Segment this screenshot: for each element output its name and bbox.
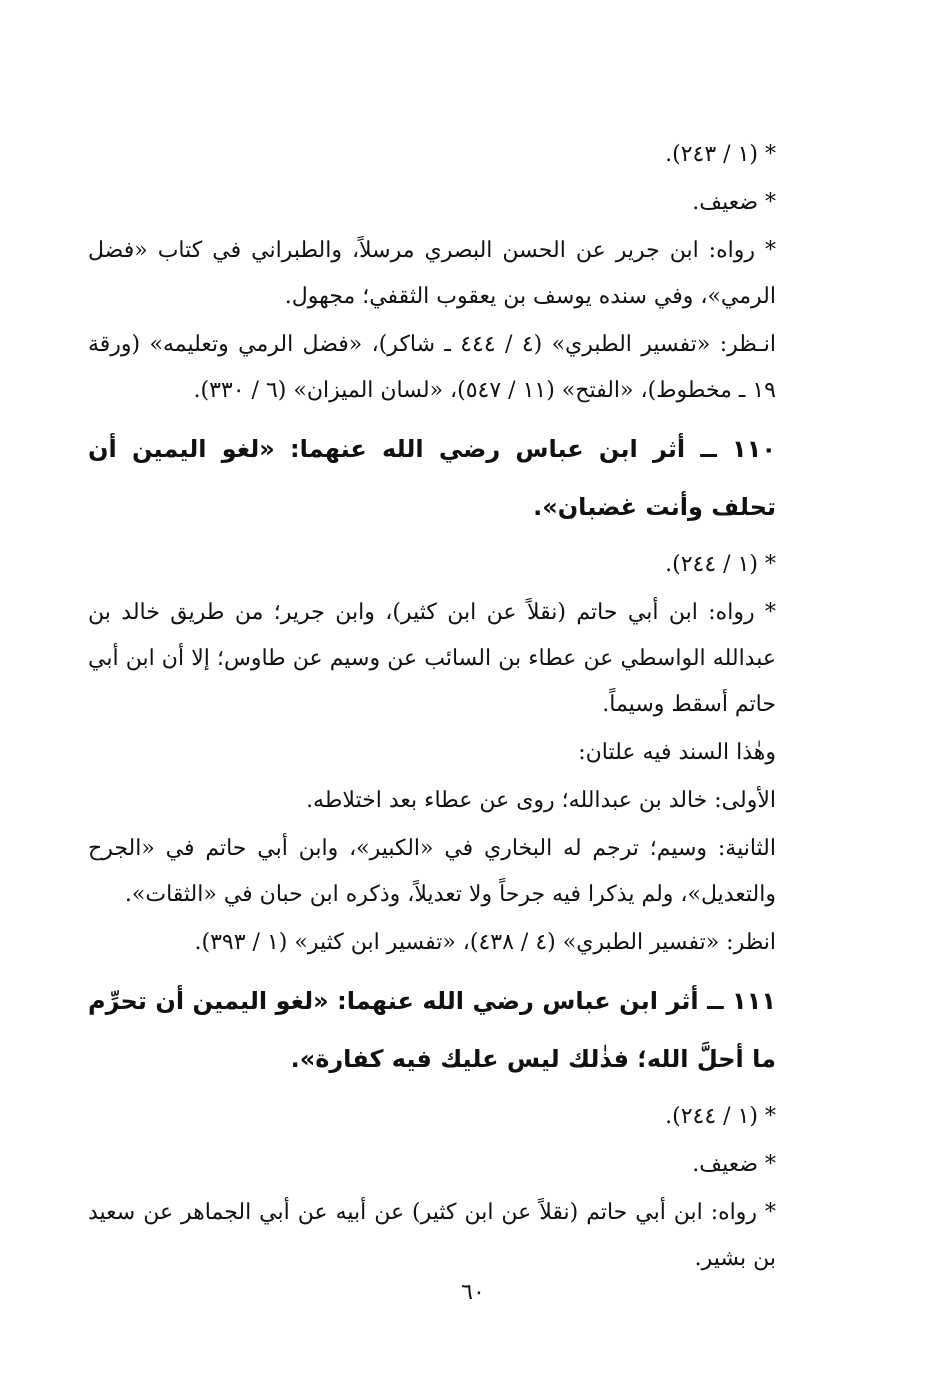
- page-number: ٦٠: [461, 1280, 485, 1305]
- see-also: انظر: «تفسير الطبري» (٤ / ٤٣٨)، «تفسير ابن كثير» (١ / ٣٩٣).: [194, 930, 776, 955]
- narration: * رواه: ابن أبي حاتم (نقلاً عن ابن كثير)، وابن جرير؛ من طريق خالد بن عبدالله الواسطي عن عطاء بن السائب عن وسيم عن طاوس؛ إلا أن ابن أبي حاتم أسقط وسيماً.: [88, 600, 776, 717]
- reference: * (١ / ٢٤٣).: [665, 142, 776, 167]
- section-heading-111: ١١١ ــ أثر ابن عباس رضي الله عنهما: «لغو اليمين أن تحرِّم ما أحلَّ الله؛ فذٰلك ليس عليك فيه كفارة».: [88, 987, 776, 1073]
- page-body: [88, 132, 810, 1284]
- grading: * ضعيف.: [692, 190, 776, 215]
- commentary: وهٰذا السند فيه علتان:: [578, 740, 776, 765]
- commentary: الأولى: خالد بن عبدالله؛ روى عن عطاء بعد اختلاطه.: [306, 788, 776, 813]
- narration: * رواه: ابن أبي حاتم (نقلاً عن ابن كثير) عن أبيه عن أبي الجماهر عن سعيد بن بشير.: [88, 1200, 776, 1271]
- see-also: انـظر: «تفسير الطبري» (٤ / ٤٤٤ ـ شاكر)، «فضل الرمي وتعليمه» (ورقة ١٩ ـ مخطوط)، «الفتح» (١١ / ٥٤٧)، «لسان الميزان» (٦ / ٣٣٠).: [88, 332, 777, 403]
- grading: * ضعيف.: [692, 1152, 776, 1177]
- reference: * (١ / ٢٤٤).: [665, 552, 776, 577]
- section-heading-110: ١١٠ ــ أثر ابن عباس رضي الله عنهما: «لغو اليمين أن تحلف وأنت غضبان».: [88, 435, 776, 521]
- narration: * رواه: ابن جرير عن الحسن البصري مرسلاً، والطبراني في كتاب «فضل الرمي»، وفي سنده يوسف بن يعقوب الثقفي؛ مجهول.: [88, 238, 776, 309]
- commentary: الثانية: وسيم؛ ترجم له البخاري في «الكبير»، وابن أبي حاتم في «الجرح والتعديل»، ولم يذكرا فيه جرحاً ولا تعديلاً، وذكره ابن حبان في «الثقات».: [88, 836, 776, 907]
- reference: * (١ / ٢٤٤).: [665, 1104, 776, 1129]
